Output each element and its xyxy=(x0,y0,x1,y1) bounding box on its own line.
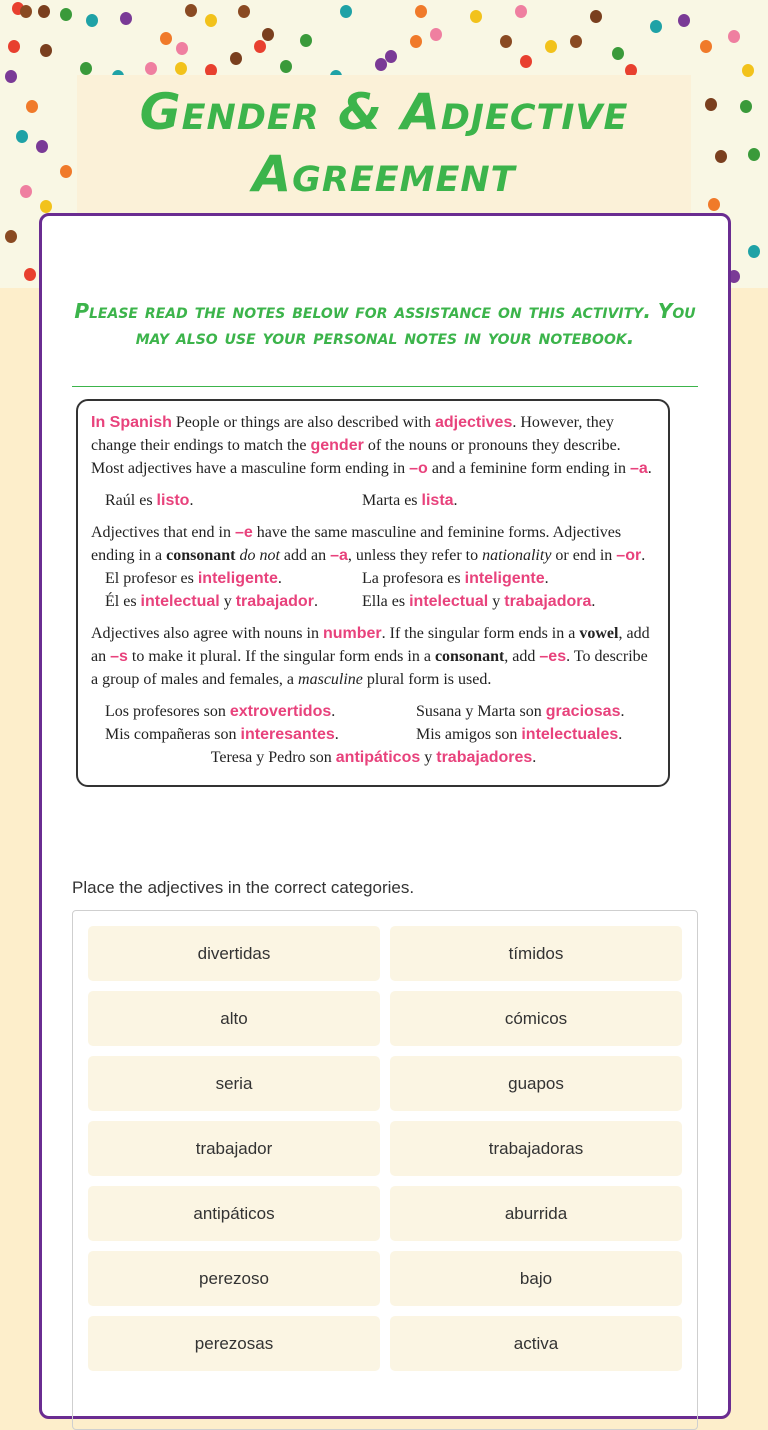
confetti-dot xyxy=(415,5,427,18)
confetti-dot xyxy=(38,5,50,18)
confetti-dot xyxy=(205,14,217,27)
draggable-choice[interactable]: trabajador xyxy=(88,1121,380,1176)
confetti-dot xyxy=(280,60,292,73)
drag-choices-container xyxy=(72,910,698,1430)
confetti-dot xyxy=(545,40,557,53)
text: . However, they change their endings to match the xyxy=(91,414,614,454)
text: plural form is used. xyxy=(362,671,492,688)
text: . xyxy=(334,726,339,743)
keyword: trabajadores xyxy=(436,749,533,766)
text: . xyxy=(532,749,537,766)
keyword: trabajador xyxy=(235,593,314,610)
example-row xyxy=(91,489,656,512)
example-row xyxy=(91,590,656,613)
confetti-dot xyxy=(410,35,422,48)
text: . xyxy=(591,593,596,610)
draggable-choice[interactable]: seria xyxy=(88,1056,380,1111)
confetti-dot xyxy=(16,130,28,143)
text: . xyxy=(277,570,282,587)
title-line-1: Gender & Adjective xyxy=(139,83,629,141)
text: Ella es xyxy=(362,593,410,610)
text: Los profesores son xyxy=(105,703,230,720)
draggable-choice[interactable]: trabajadoras xyxy=(390,1121,682,1176)
confetti-dot xyxy=(612,47,624,60)
keyword: –a xyxy=(330,547,348,564)
example-row-center xyxy=(91,746,656,769)
text: El profesor es xyxy=(105,570,198,587)
confetti-dot xyxy=(262,28,274,41)
keyword: graciosas xyxy=(545,703,621,720)
text: y xyxy=(420,749,437,766)
text: Adjectives also agree with nouns in xyxy=(91,625,323,642)
text: Susana y Marta son xyxy=(416,703,546,720)
text: or end in xyxy=(551,547,617,564)
text: . xyxy=(620,703,625,720)
italic-text: masculine xyxy=(298,671,363,688)
text: Mis compañeras son xyxy=(105,726,241,743)
confetti-dot xyxy=(385,50,397,63)
confetti-dot xyxy=(728,30,740,43)
draggable-choice[interactable]: aburrida xyxy=(390,1186,682,1241)
grammar-notes-image xyxy=(76,399,670,787)
bold-text: vowel xyxy=(579,625,619,642)
text: . xyxy=(453,492,458,509)
text: , unless they refer to xyxy=(347,547,483,564)
draggable-choice[interactable]: perezoso xyxy=(88,1251,380,1306)
text: and a feminine form ending in xyxy=(427,460,630,477)
text: add an xyxy=(279,547,331,564)
text: . xyxy=(189,492,194,509)
text: Teresa y Pedro son xyxy=(210,749,336,766)
keyword: inteligente xyxy=(197,570,278,587)
confetti-dot xyxy=(238,5,250,18)
confetti-dot xyxy=(705,98,717,111)
text: . xyxy=(641,547,646,564)
draggable-choice[interactable]: alto xyxy=(88,991,380,1046)
draggable-choice[interactable]: divertidas xyxy=(88,926,380,981)
confetti-dot xyxy=(340,5,352,18)
confetti-dot xyxy=(20,5,32,18)
keyword: –s xyxy=(110,648,128,665)
confetti-dot xyxy=(5,230,17,243)
confetti-dot xyxy=(715,150,727,163)
draggable-choice[interactable]: bajo xyxy=(390,1251,682,1306)
bold-text: consonant xyxy=(166,547,236,564)
text: y xyxy=(488,593,505,610)
text: . xyxy=(331,703,336,720)
text: Mis amigos son xyxy=(416,726,522,743)
confetti-dot xyxy=(748,245,760,258)
confetti-dot xyxy=(590,10,602,23)
text: y xyxy=(219,593,236,610)
activity-instruction: Place the adjectives in the correct categories. xyxy=(72,878,415,897)
confetti-dot xyxy=(678,14,690,27)
confetti-dot xyxy=(520,55,532,68)
italic-text: nationality xyxy=(482,547,552,564)
confetti-dot xyxy=(300,34,312,47)
text: Marta es xyxy=(362,492,422,509)
confetti-dot xyxy=(515,5,527,18)
text: Adjectives that end in xyxy=(91,524,235,541)
confetti-dot xyxy=(8,40,20,53)
confetti-dot xyxy=(175,62,187,75)
intro-text: Please read the notes below for assistance on this activity. You may also use your personal notes in your notebook. xyxy=(74,299,696,349)
confetti-dot xyxy=(160,32,172,45)
notes-paragraph-1 xyxy=(91,411,656,480)
confetti-dot xyxy=(40,44,52,57)
worksheet-card xyxy=(39,213,731,1419)
draggable-choice[interactable]: cómicos xyxy=(390,991,682,1046)
text: have the same masculine and feminine forms. Adjectives ending in a xyxy=(91,524,622,564)
confetti-dot xyxy=(36,140,48,153)
keyword: intelectuales xyxy=(521,726,619,743)
confetti-dot xyxy=(740,100,752,113)
text: . xyxy=(313,593,318,610)
example-row xyxy=(91,700,656,723)
confetti-dot xyxy=(254,40,266,53)
text: . If the singular form ends in a xyxy=(381,625,580,642)
keyword: intelectual xyxy=(140,593,220,610)
confetti-dot xyxy=(86,14,98,27)
keyword: antipáticos xyxy=(335,749,421,766)
draggable-choice[interactable]: tímidos xyxy=(390,926,682,981)
keyword: gender xyxy=(310,437,364,454)
draggable-choice[interactable]: activa xyxy=(390,1316,682,1371)
confetti-dot xyxy=(60,165,72,178)
keyword: lista xyxy=(421,492,454,509)
confetti-dot xyxy=(742,64,754,77)
confetti-dot xyxy=(650,20,662,33)
confetti-dot xyxy=(230,52,242,65)
example-row xyxy=(91,567,656,590)
keyword: –a xyxy=(629,460,648,477)
confetti-dot xyxy=(20,185,32,198)
confetti-dot xyxy=(470,10,482,23)
text: . xyxy=(647,460,652,477)
text: La profesora es xyxy=(362,570,465,587)
keyword: –o xyxy=(409,460,428,477)
text: , add xyxy=(504,648,540,665)
page-title xyxy=(77,81,691,205)
confetti-dot xyxy=(176,42,188,55)
keyword: In Spanish xyxy=(91,414,172,431)
draggable-choice[interactable]: guapos xyxy=(390,1056,682,1111)
keyword: trabajadora xyxy=(504,593,592,610)
draggable-choice[interactable]: perezosas xyxy=(88,1316,380,1371)
confetti-dot xyxy=(26,100,38,113)
keyword: extrovertidos xyxy=(229,703,332,720)
confetti-dot xyxy=(430,28,442,41)
text: Raúl es xyxy=(105,492,157,509)
draggable-choice[interactable]: antipáticos xyxy=(88,1186,380,1241)
text: Él es xyxy=(105,593,141,610)
text: to make it plural. If the singular form ends in a xyxy=(127,648,435,665)
title-line-2: Agreement xyxy=(252,145,516,203)
keyword: –or xyxy=(616,547,642,564)
bold-text: consonant xyxy=(434,648,505,665)
confetti-dot xyxy=(120,12,132,25)
text: . xyxy=(618,726,623,743)
confetti-dot xyxy=(145,62,157,75)
title-box xyxy=(77,75,691,215)
example-row xyxy=(91,723,656,746)
text: People or things are also described with xyxy=(171,414,435,431)
notes-paragraph-3 xyxy=(91,622,656,691)
keyword: –e xyxy=(234,524,253,541)
text: . xyxy=(544,570,549,587)
keyword: adjectives xyxy=(434,414,513,431)
text: , add an xyxy=(91,625,650,665)
confetti-dot xyxy=(708,198,720,211)
text: of the nouns or pronouns they describe. Most adjectives have a masculine form ending in xyxy=(91,437,621,477)
keyword: interesantes xyxy=(240,726,335,743)
confetti-dot xyxy=(375,58,387,71)
keyword: listo xyxy=(156,492,190,509)
keyword: –es xyxy=(539,648,567,665)
confetti-dot xyxy=(80,62,92,75)
confetti-dot xyxy=(570,35,582,48)
confetti-dot xyxy=(700,40,712,53)
text: . To describe a group of males and females, a xyxy=(91,648,648,688)
notes-paragraph-2 xyxy=(91,521,656,567)
keyword: inteligente xyxy=(464,570,545,587)
confetti-dot xyxy=(185,4,197,17)
italic-text: do not xyxy=(239,547,280,564)
divider xyxy=(72,386,698,387)
confetti-dot xyxy=(748,148,760,161)
keyword: intelectual xyxy=(409,593,489,610)
confetti-dot xyxy=(40,200,52,213)
confetti-dot xyxy=(500,35,512,48)
confetti-dot xyxy=(24,268,36,281)
choice-grid xyxy=(88,926,682,1371)
confetti-dot xyxy=(5,70,17,83)
keyword: number xyxy=(322,625,382,642)
confetti-dot xyxy=(60,8,72,21)
